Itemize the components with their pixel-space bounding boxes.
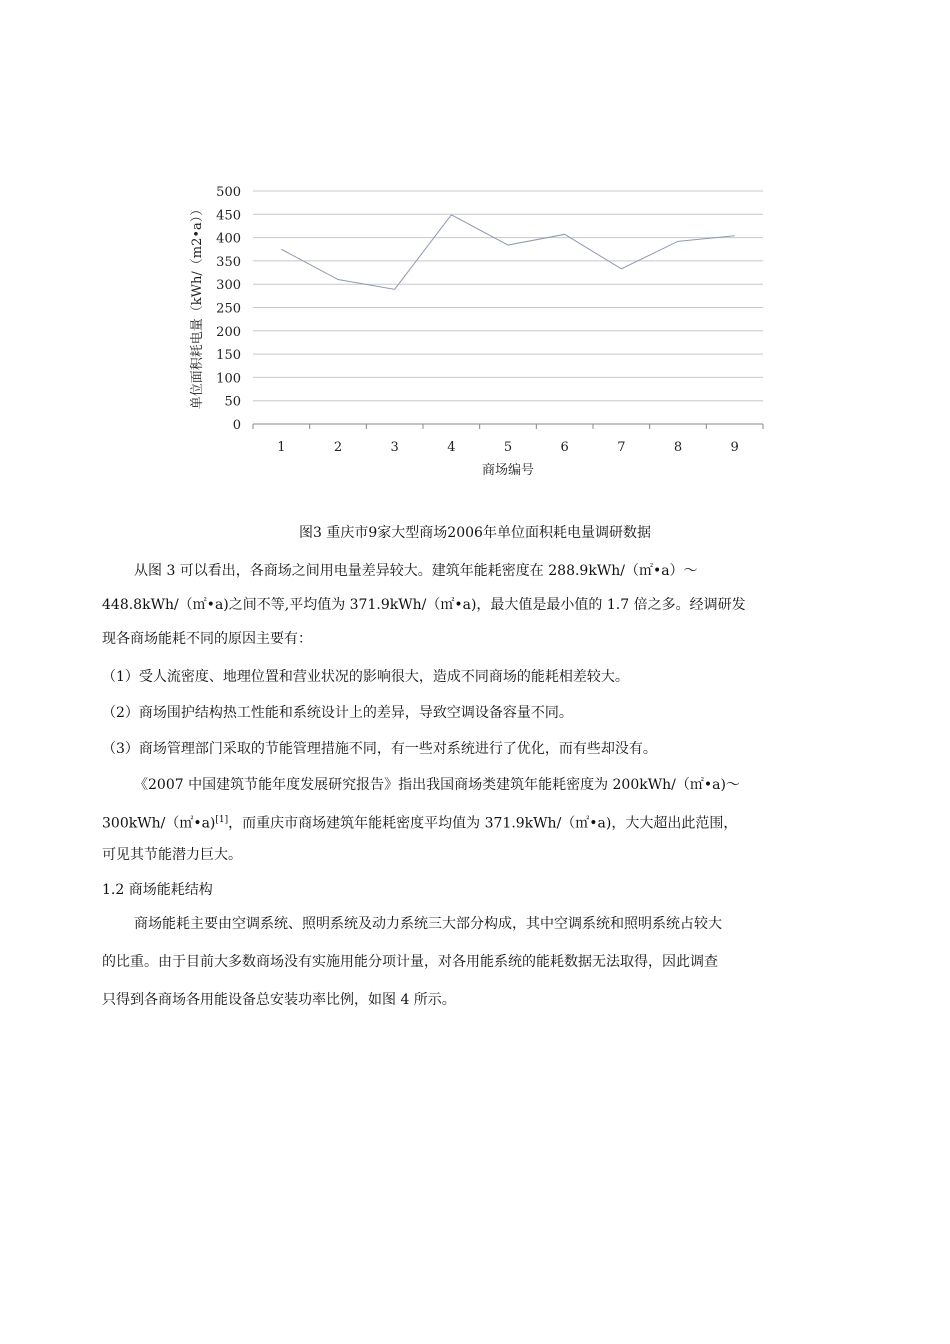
energy-line-chart	[0, 0, 950, 500]
x-tick-label: 5	[503, 440, 513, 455]
para2-line3: 可见其节能潜力巨大。	[102, 847, 242, 863]
y-tick-label: 350	[216, 254, 241, 270]
x-tick-label: 2	[333, 440, 343, 455]
y-tick-label: 100	[216, 371, 241, 387]
para1-line1: 从图 3 可以看出，各商场之间用电量差异较大。建筑年能耗密度在 288.9kWh/（㎡•a）～	[134, 563, 698, 579]
y-tick-label: 400	[216, 231, 241, 247]
para1-line3: 现各商场能耗不同的原因主要有：	[102, 631, 312, 647]
x-tick-labels	[277, 440, 739, 455]
para3-line3: 只得到各商场各用能设备总安装功率比例，如图 4 所示。	[102, 992, 456, 1008]
citation-ref[interactable]: [1]	[215, 815, 229, 825]
y-tick-label: 250	[216, 301, 241, 317]
figure-caption: 图3 重庆市9家大型商场2006年单位面积耗电量调研数据	[299, 525, 651, 541]
x-tick-label: 1	[277, 440, 286, 455]
list-item-2: （2）商场围护结构热工性能和系统设计上的差异，导致空调设备容量不同。	[102, 705, 573, 721]
para2-line1: 《2007 中国建筑节能年度发展研究报告》指出我国商场类建筑年能耗密度为 200kWh/（㎡•a)～	[134, 777, 740, 793]
para2-line2-start: 300kWh/（㎡•a)	[102, 815, 216, 832]
series-line	[281, 215, 734, 290]
x-tick-label: 3	[390, 440, 399, 455]
x-axis-title: 商场编号	[481, 463, 535, 478]
x-tick-label: 4	[447, 440, 456, 455]
para2-line2	[102, 810, 737, 834]
y-tick-label: 450	[216, 208, 241, 224]
y-axis-title: 单位面积耗电量（kWh/（m2•a））	[190, 202, 205, 410]
x-tick-label: 9	[730, 440, 739, 455]
para2-line2-end: ，而重庆市商场建筑年能耗密度平均值为 371.9kWh/（㎡•a)，大大超出此范围，	[228, 815, 738, 832]
chart-grid	[253, 191, 763, 424]
para3-line1: 商场能耗主要由空调系统、照明系统及动力系统三大部分构成，其中空调系统和照明系统占较大	[134, 916, 722, 932]
list-item-3: （3）商场管理部门采取的节能管理措施不同，有一些对系统进行了优化，而有些却没有。	[102, 741, 657, 757]
y-tick-label: 300	[216, 278, 241, 294]
list-item-1: （1）受人流密度、地理位置和营业状况的影响很大，造成不同商场的能耗相差较大。	[102, 669, 629, 685]
x-tick-label: 7	[617, 440, 626, 455]
para1-line2: 448.8kWh/（㎡•a)之间不等,平均值为 371.9kWh/（㎡•a)，最大值是最小值的 1.7 倍之多。经调研发	[102, 597, 746, 613]
y-tick-labels	[216, 185, 241, 433]
y-tick-label: 150	[216, 348, 241, 364]
y-tick-label: 0	[232, 418, 241, 433]
para3-line2: 的比重。由于目前大多数商场没有实施用能分项计量，对各用能系统的能耗数据无法取得，因此调查	[102, 954, 718, 970]
y-tick-label: 500	[216, 185, 241, 200]
section-heading: 1.2 商场能耗结构	[102, 882, 213, 898]
x-tick-label: 6	[560, 440, 569, 455]
x-tick-label: 8	[673, 440, 683, 455]
y-tick-label: 200	[216, 324, 241, 340]
x-tick-marks	[253, 424, 763, 429]
y-tick-label: 50	[224, 394, 241, 410]
